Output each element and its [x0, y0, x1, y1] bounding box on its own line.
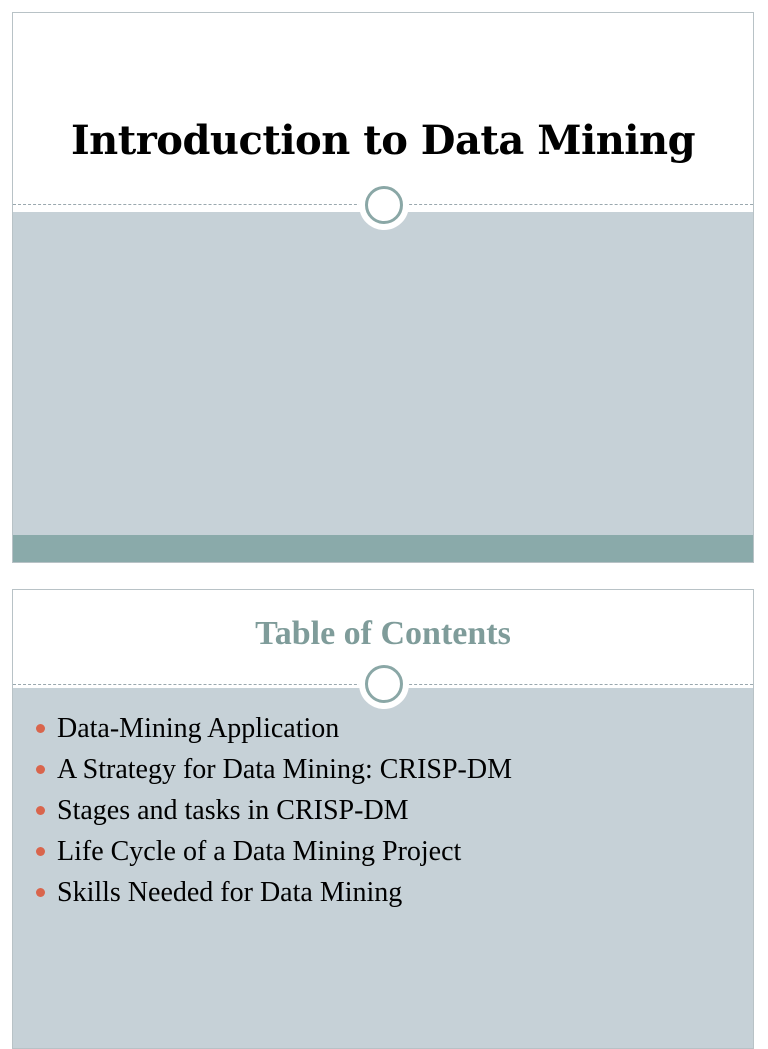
- title-slide: [12, 12, 754, 563]
- list-item-label: Data-Mining Application: [57, 713, 340, 744]
- bullet-dot-icon: [36, 888, 45, 897]
- bullet-dot-icon: [36, 724, 45, 733]
- bullet-dot-icon: [36, 765, 45, 774]
- list-item: [33, 749, 512, 790]
- slide-content-area: [13, 212, 753, 535]
- toc-list: [33, 708, 512, 913]
- table-of-contents-slide: [12, 589, 754, 1049]
- list-item-label: Life Cycle of a Data Mining Project: [57, 836, 462, 867]
- list-item: [33, 872, 512, 913]
- list-item-label: Stages and tasks in CRISP-DM: [57, 795, 409, 826]
- toc-title: Table of Contents: [255, 615, 511, 652]
- bullet-dot-icon: [36, 806, 45, 815]
- circle-ring-icon: [359, 659, 409, 709]
- list-item: [33, 708, 512, 749]
- slide-footer-band: [13, 535, 753, 562]
- list-item-label: A Strategy for Data Mining: CRISP-DM: [57, 754, 512, 785]
- circle-ring-icon: [359, 180, 409, 230]
- bullet-dot-icon: [36, 847, 45, 856]
- list-item: [33, 831, 512, 872]
- slide-title: Introduction to Data Mining: [70, 117, 696, 164]
- list-item-label: Skills Needed for Data Mining: [57, 877, 403, 908]
- list-item: [33, 790, 512, 831]
